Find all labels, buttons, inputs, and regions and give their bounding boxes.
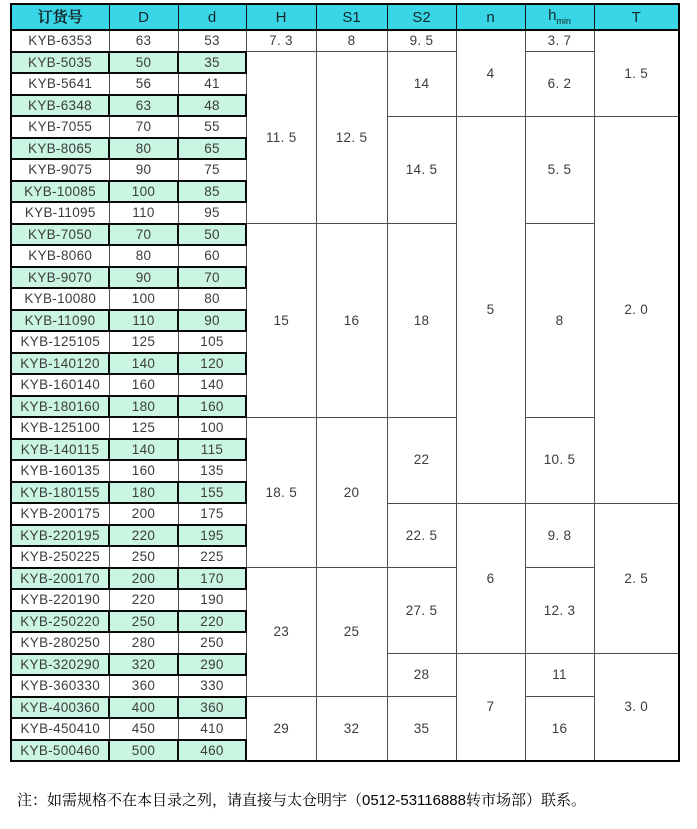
d-major-cell: 220 — [109, 589, 178, 611]
col-header-D: D — [109, 4, 178, 30]
d-major-cell: 450 — [109, 718, 178, 740]
order-no-cell: KYB-7055 — [11, 116, 109, 138]
d-major-cell: 320 — [109, 654, 178, 676]
order-no-cell: KYB-6348 — [11, 95, 109, 117]
hmin-cell: 5. 5 — [525, 116, 594, 224]
col-header-T: T — [594, 4, 679, 30]
d-minor-cell: 360 — [178, 697, 246, 719]
col-header-hmin — [525, 4, 594, 30]
d-minor-cell: 330 — [178, 675, 246, 697]
d-minor-cell: 35 — [178, 52, 246, 74]
d-minor-cell: 140 — [178, 374, 246, 396]
h-cell: 23 — [246, 568, 316, 697]
d-minor-cell: 53 — [178, 30, 246, 52]
header-row — [11, 4, 679, 30]
spec-table — [10, 3, 680, 762]
order-no-cell: KYB-160135 — [11, 460, 109, 482]
d-major-cell: 180 — [109, 482, 178, 504]
hmin-cell: 8 — [525, 224, 594, 418]
hmin-cell: 6. 2 — [525, 52, 594, 117]
d-minor-cell: 80 — [178, 288, 246, 310]
order-no-cell: KYB-10085 — [11, 181, 109, 203]
order-no-cell: KYB-7050 — [11, 224, 109, 246]
d-major-cell: 200 — [109, 503, 178, 525]
d-major-cell: 63 — [109, 95, 178, 117]
col-header-S1: S1 — [316, 4, 387, 30]
hmin-base: h — [548, 7, 557, 24]
t-cell: 1. 5 — [594, 30, 679, 116]
d-major-cell: 90 — [109, 267, 178, 289]
d-major-cell: 250 — [109, 546, 178, 568]
order-no-cell: KYB-6353 — [11, 30, 109, 52]
d-major-cell: 500 — [109, 740, 178, 762]
hmin-cell: 9. 8 — [525, 503, 594, 568]
order-no-cell: KYB-220190 — [11, 589, 109, 611]
order-no-cell: KYB-220195 — [11, 525, 109, 547]
d-minor-cell: 55 — [178, 116, 246, 138]
hmin-cell: 12. 3 — [525, 568, 594, 654]
n-cell: 5 — [456, 116, 525, 503]
s2-cell: 14 — [387, 52, 456, 117]
table-row — [11, 224, 679, 246]
order-no-cell: KYB-5035 — [11, 52, 109, 74]
col-header-n: n — [456, 4, 525, 30]
s2-cell: 14. 5 — [387, 116, 456, 224]
d-major-cell: 180 — [109, 396, 178, 418]
order-no-cell: KYB-140115 — [11, 439, 109, 461]
order-no-cell: KYB-160140 — [11, 374, 109, 396]
order-no-cell: KYB-320290 — [11, 654, 109, 676]
order-no-cell: KYB-5641 — [11, 73, 109, 95]
d-major-cell: 110 — [109, 310, 178, 332]
d-major-cell: 100 — [109, 181, 178, 203]
d-major-cell: 110 — [109, 202, 178, 224]
d-major-cell: 50 — [109, 52, 178, 74]
order-no-cell: KYB-11090 — [11, 310, 109, 332]
d-major-cell: 360 — [109, 675, 178, 697]
n-cell: 7 — [456, 654, 525, 762]
s2-cell: 35 — [387, 697, 456, 762]
d-minor-cell: 460 — [178, 740, 246, 762]
s1-cell: 32 — [316, 697, 387, 762]
order-no-cell: KYB-180160 — [11, 396, 109, 418]
order-no-cell: KYB-9075 — [11, 159, 109, 181]
order-no-cell: KYB-8060 — [11, 245, 109, 267]
d-minor-cell: 170 — [178, 568, 246, 590]
d-major-cell: 125 — [109, 417, 178, 439]
order-no-cell: KYB-450410 — [11, 718, 109, 740]
order-no-cell: KYB-11095 — [11, 202, 109, 224]
col-header-H: H — [246, 4, 316, 30]
order-no-cell: KYB-180155 — [11, 482, 109, 504]
table-row — [11, 417, 679, 439]
d-major-cell: 100 — [109, 288, 178, 310]
t-cell: 3. 0 — [594, 654, 679, 762]
col-header-S2: S2 — [387, 4, 456, 30]
d-minor-cell: 290 — [178, 654, 246, 676]
d-major-cell: 140 — [109, 353, 178, 375]
d-major-cell: 400 — [109, 697, 178, 719]
order-no-cell: KYB-125100 — [11, 417, 109, 439]
n-cell: 6 — [456, 503, 525, 654]
d-minor-cell: 48 — [178, 95, 246, 117]
d-major-cell: 56 — [109, 73, 178, 95]
d-major-cell: 63 — [109, 30, 178, 52]
d-minor-cell: 41 — [178, 73, 246, 95]
order-no-cell: KYB-140120 — [11, 353, 109, 375]
d-minor-cell: 250 — [178, 632, 246, 654]
order-no-cell: KYB-125105 — [11, 331, 109, 353]
d-major-cell: 80 — [109, 138, 178, 160]
d-minor-cell: 100 — [178, 417, 246, 439]
n-cell: 4 — [456, 30, 525, 116]
hmin-subscript: min — [556, 16, 571, 26]
d-minor-cell: 225 — [178, 546, 246, 568]
d-major-cell: 160 — [109, 374, 178, 396]
col-header-d: d — [178, 4, 246, 30]
d-minor-cell: 175 — [178, 503, 246, 525]
d-minor-cell: 410 — [178, 718, 246, 740]
d-minor-cell: 75 — [178, 159, 246, 181]
d-minor-cell: 60 — [178, 245, 246, 267]
s1-cell: 20 — [316, 417, 387, 568]
order-no-cell: KYB-280250 — [11, 632, 109, 654]
d-minor-cell: 50 — [178, 224, 246, 246]
order-no-cell: KYB-8065 — [11, 138, 109, 160]
s2-cell: 18 — [387, 224, 456, 418]
order-no-cell: KYB-360330 — [11, 675, 109, 697]
d-minor-cell: 160 — [178, 396, 246, 418]
d-minor-cell: 190 — [178, 589, 246, 611]
t-cell: 2. 0 — [594, 116, 679, 503]
h-cell: 15 — [246, 224, 316, 418]
d-minor-cell: 135 — [178, 460, 246, 482]
table-row — [11, 52, 679, 74]
d-major-cell: 70 — [109, 116, 178, 138]
h-cell: 18. 5 — [246, 417, 316, 568]
d-major-cell: 250 — [109, 611, 178, 633]
d-minor-cell: 70 — [178, 267, 246, 289]
d-minor-cell: 85 — [178, 181, 246, 203]
d-minor-cell: 90 — [178, 310, 246, 332]
d-minor-cell: 120 — [178, 353, 246, 375]
order-no-cell: KYB-500460 — [11, 740, 109, 762]
h-cell: 29 — [246, 697, 316, 762]
s1-cell: 16 — [316, 224, 387, 418]
d-major-cell: 140 — [109, 439, 178, 461]
d-major-cell: 90 — [109, 159, 178, 181]
d-minor-cell: 105 — [178, 331, 246, 353]
s1-cell: 8 — [316, 30, 387, 52]
order-no-cell: KYB-250220 — [11, 611, 109, 633]
d-minor-cell: 220 — [178, 611, 246, 633]
hmin-cell: 10. 5 — [525, 417, 594, 503]
table-row — [11, 568, 679, 590]
d-major-cell: 200 — [109, 568, 178, 590]
t-cell: 2. 5 — [594, 503, 679, 654]
s2-cell: 22 — [387, 417, 456, 503]
s2-cell: 27. 5 — [387, 568, 456, 654]
s2-cell: 22. 5 — [387, 503, 456, 568]
d-minor-cell: 95 — [178, 202, 246, 224]
s2-cell: 9. 5 — [387, 30, 456, 52]
h-cell: 7. 3 — [246, 30, 316, 52]
s2-cell: 28 — [387, 654, 456, 697]
table-row — [11, 697, 679, 719]
footer-note: 注：如需规格不在本目录之列，请直接与太仓明宇（0512-53116888转市场部）联系。 — [17, 792, 586, 809]
d-minor-cell: 155 — [178, 482, 246, 504]
d-minor-cell: 195 — [178, 525, 246, 547]
d-major-cell: 125 — [109, 331, 178, 353]
order-no-cell: KYB-200170 — [11, 568, 109, 590]
s1-cell: 25 — [316, 568, 387, 697]
hmin-cell: 11 — [525, 654, 594, 697]
d-minor-cell: 65 — [178, 138, 246, 160]
d-major-cell: 160 — [109, 460, 178, 482]
d-major-cell: 280 — [109, 632, 178, 654]
d-major-cell: 80 — [109, 245, 178, 267]
d-major-cell: 220 — [109, 525, 178, 547]
hmin-cell: 16 — [525, 697, 594, 762]
col-header-order-no: 订货号 — [11, 4, 109, 30]
d-major-cell: 70 — [109, 224, 178, 246]
table-row — [11, 30, 679, 52]
s1-cell: 12. 5 — [316, 52, 387, 224]
h-cell: 11. 5 — [246, 52, 316, 224]
order-no-cell: KYB-250225 — [11, 546, 109, 568]
d-minor-cell: 115 — [178, 439, 246, 461]
order-no-cell: KYB-10080 — [11, 288, 109, 310]
order-no-cell: KYB-400360 — [11, 697, 109, 719]
order-no-cell: KYB-200175 — [11, 503, 109, 525]
hmin-cell: 3. 7 — [525, 30, 594, 52]
order-no-cell: KYB-9070 — [11, 267, 109, 289]
